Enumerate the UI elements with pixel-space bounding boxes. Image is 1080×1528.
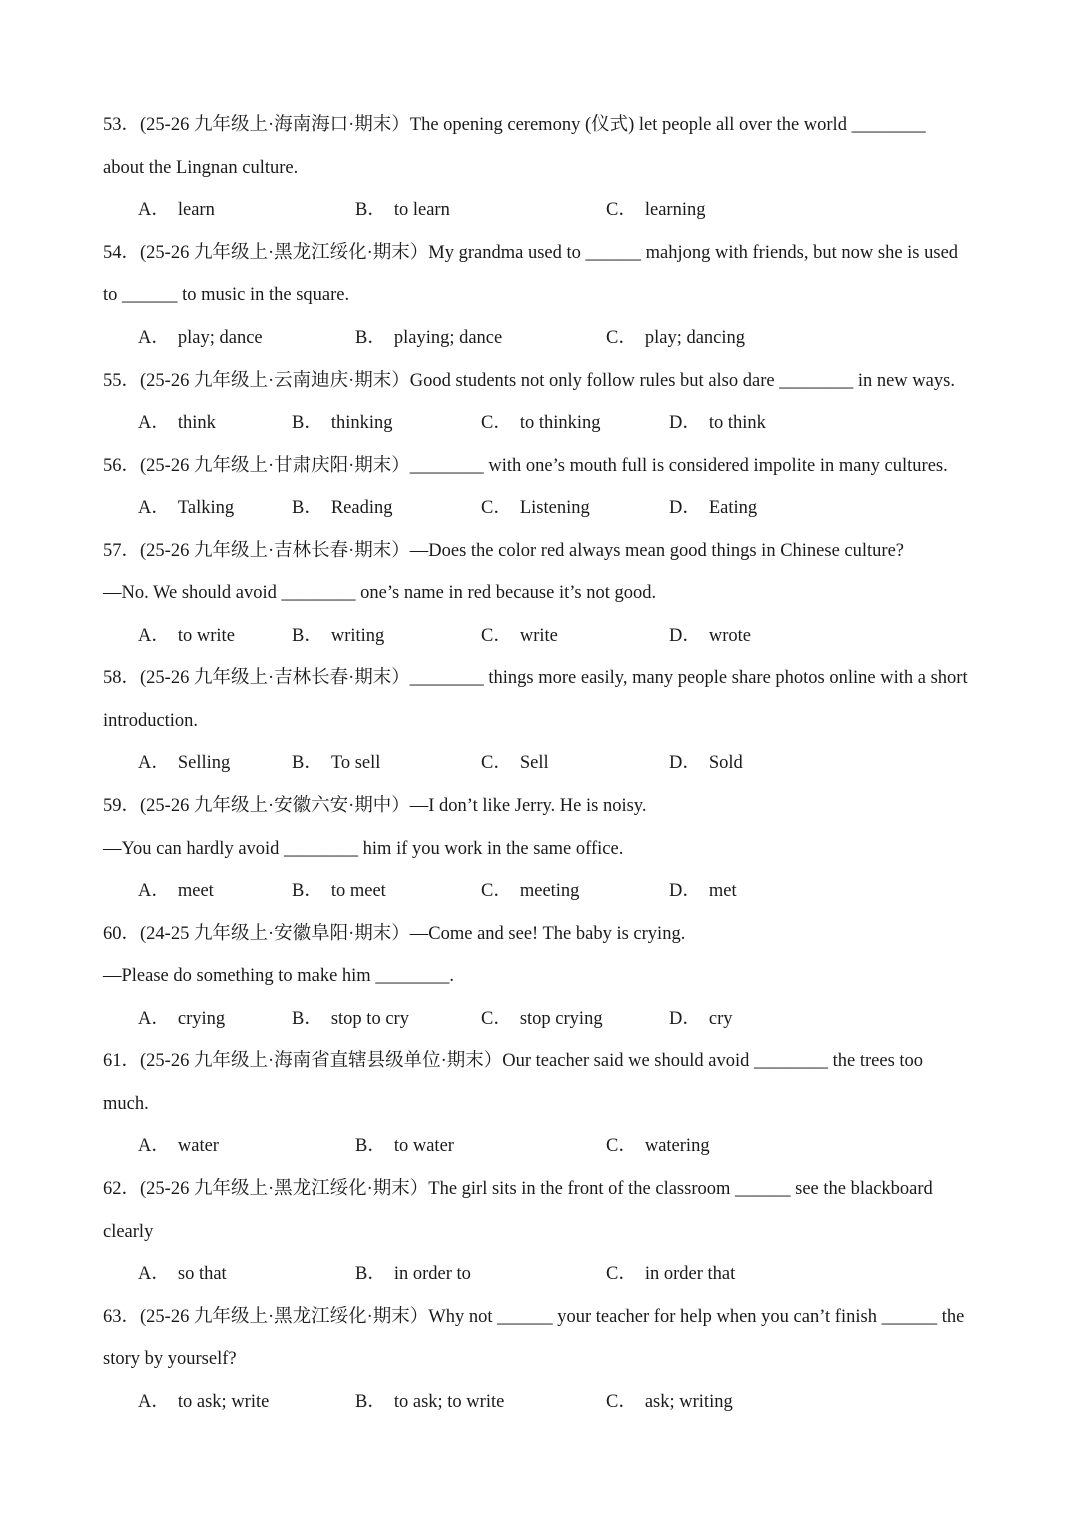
option-d[interactable]: D． met [669, 881, 737, 901]
option-b[interactable]: B． to ask; to write [355, 1392, 505, 1412]
question-text: much. [103, 1094, 149, 1114]
question-text: 61．(25-26 九年级上·海南省直辖县级单位·期末）Our teacher said we should avoid ________ the trees too [103, 1051, 924, 1071]
option-row [0, 751, 1080, 775]
option-c[interactable]: C． stop crying [481, 1009, 603, 1029]
option-row [0, 1262, 1080, 1286]
option-d[interactable]: D． Sold [669, 753, 743, 773]
option-a[interactable]: A． meet [138, 881, 214, 901]
option-b[interactable]: B． To sell [292, 753, 381, 773]
option-c[interactable]: C． play; dancing [606, 328, 746, 348]
option-d[interactable]: D． Eating [669, 498, 758, 518]
question-text: —Please do something to make him ________. [103, 966, 454, 986]
option-a[interactable]: A． so that [138, 1264, 227, 1284]
option-row [0, 1390, 1080, 1414]
option-a[interactable]: A． Selling [138, 753, 231, 773]
question-text: 57．(25-26 九年级上·吉林长春·期末）—Does the color red always mean good things in Chinese culture? [103, 541, 905, 561]
question-text: to ______ to music in the square. [103, 285, 350, 305]
option-d[interactable]: D． wrote [669, 626, 751, 646]
question-text: 60．(24-25 九年级上·安徽阜阳·期末）—Come and see! The baby is crying. [103, 924, 686, 944]
option-b[interactable]: B． thinking [292, 413, 393, 433]
option-d[interactable]: D． to think [669, 413, 766, 433]
option-b[interactable]: B． to water [355, 1136, 454, 1156]
option-c[interactable]: C． meeting [481, 881, 580, 901]
question-text: 63．(25-26 九年级上·黑龙江绥化·期末）Why not ______ your teacher for help when you can’t finish ______ the [103, 1307, 965, 1327]
option-a[interactable]: A． think [138, 413, 216, 433]
question-text: story by yourself? [103, 1349, 237, 1369]
option-b[interactable]: B． to meet [292, 881, 386, 901]
option-b[interactable]: B． stop to cry [292, 1009, 409, 1029]
question-text: 59．(25-26 九年级上·安徽六安·期中）—I don’t like Jerry. He is noisy. [103, 796, 647, 816]
option-c[interactable]: C． in order that [606, 1264, 736, 1284]
question-text: 58．(25-26 九年级上·吉林长春·期末）________ things more easily, many people share photos online with a short [103, 668, 968, 688]
option-c[interactable]: C． learning [606, 200, 706, 220]
option-row [0, 1007, 1080, 1031]
option-d[interactable]: D． cry [669, 1009, 733, 1029]
option-row [0, 411, 1080, 435]
option-row [0, 624, 1080, 648]
option-row [0, 326, 1080, 350]
option-row [0, 198, 1080, 222]
question-text: clearly [103, 1222, 154, 1242]
question-text: —No. We should avoid ________ one’s name in red because it’s not good. [103, 583, 657, 603]
option-a[interactable]: A． learn [138, 200, 215, 220]
option-row [0, 879, 1080, 903]
option-a[interactable]: A． to ask; write [138, 1392, 270, 1412]
question-text: 53．(25-26 九年级上·海南海口·期末）The opening ceremony (仪式) let people all over the world ________ [103, 115, 926, 135]
option-c[interactable]: C． ask; writing [606, 1392, 733, 1412]
question-text: 54．(25-26 九年级上·黑龙江绥化·期末）My grandma used to ______ mahjong with friends, but now she is used [103, 243, 959, 263]
option-row [0, 496, 1080, 520]
question-text: —You can hardly avoid ________ him if you work in the same office. [103, 839, 624, 859]
option-b[interactable]: B． writing [292, 626, 385, 646]
option-b[interactable]: B． playing; dance [355, 328, 503, 348]
question-text: introduction. [103, 711, 199, 731]
question-text: 56．(25-26 九年级上·甘肃庆阳·期末）________ with one’s mouth full is considered impolite in many cultures. [103, 456, 948, 476]
option-a[interactable]: A． water [138, 1136, 219, 1156]
option-a[interactable]: A． play; dance [138, 328, 263, 348]
option-b[interactable]: B． to learn [355, 200, 450, 220]
option-a[interactable]: A． crying [138, 1009, 226, 1029]
option-row [0, 1134, 1080, 1158]
option-c[interactable]: C． watering [606, 1136, 710, 1156]
option-c[interactable]: C． Sell [481, 753, 549, 773]
question-text: about the Lingnan culture. [103, 158, 299, 178]
option-c[interactable]: C． write [481, 626, 558, 646]
option-a[interactable]: A． to write [138, 626, 235, 646]
question-text: 62．(25-26 九年级上·黑龙江绥化·期末）The girl sits in the front of the classroom ______ see the blackboard [103, 1179, 933, 1199]
question-text: 55．(25-26 九年级上·云南迪庆·期末）Good students not only follow rules but also dare ________ in new ways. [103, 371, 955, 391]
option-c[interactable]: C． to thinking [481, 413, 601, 433]
option-a[interactable]: A． Talking [138, 498, 235, 518]
option-b[interactable]: B． in order to [355, 1264, 471, 1284]
option-b[interactable]: B． Reading [292, 498, 393, 518]
option-c[interactable]: C． Listening [481, 498, 590, 518]
